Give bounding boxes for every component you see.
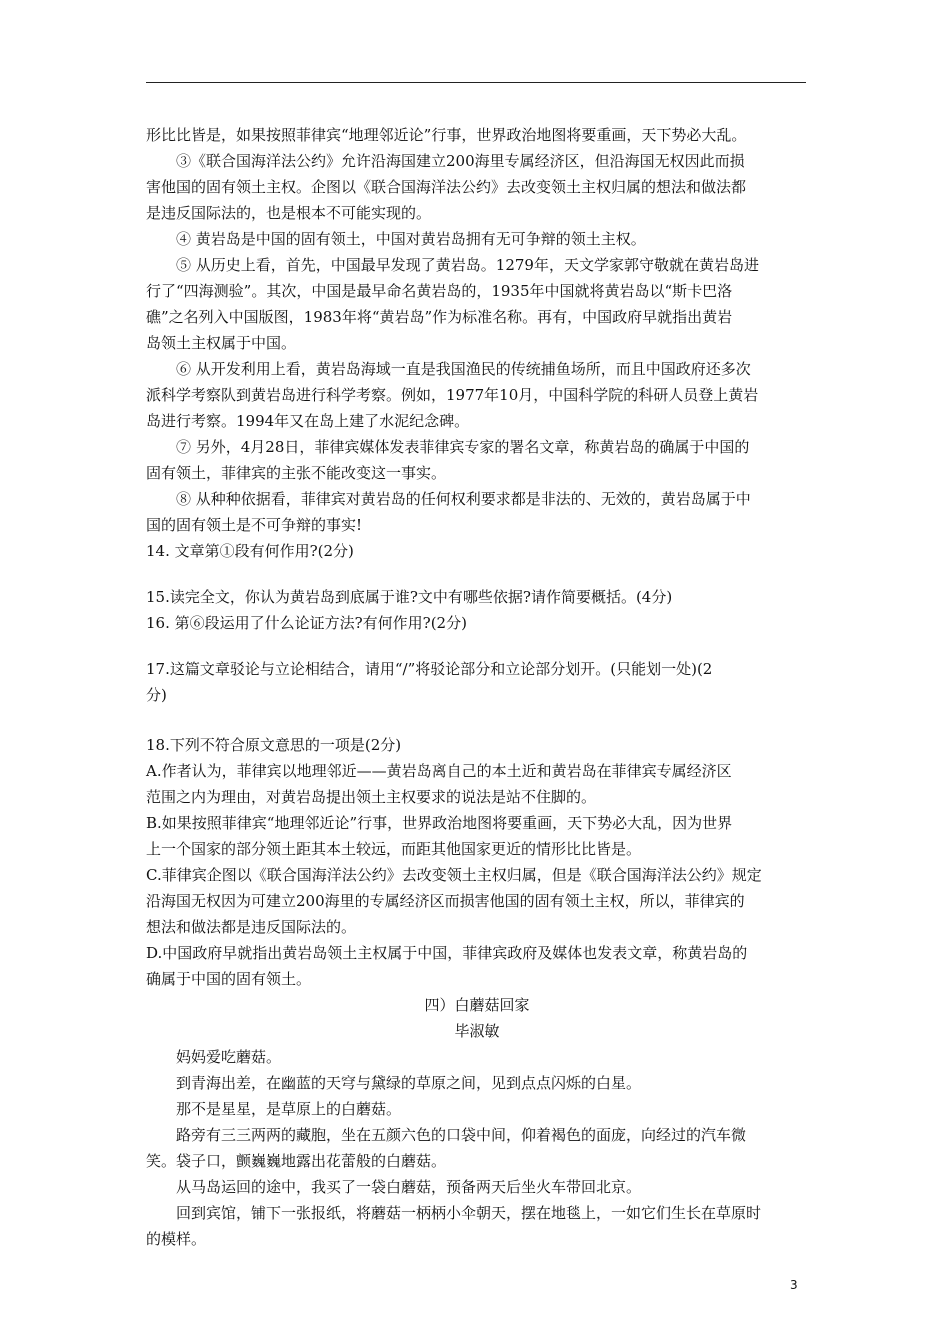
- text-line: 派科学考察队到黄岩岛进行科学考察。例如，1977年10月，中国科学院的科研人员登上黄岩: [146, 386, 759, 404]
- header-rule: [146, 82, 806, 83]
- text-line: 17.这篇文章驳论与立论相结合，请用“/”将驳论部分和立论部分划开。(只能划一处)(2: [146, 660, 713, 678]
- text-line: 岛领土主权属于中国。: [146, 334, 297, 352]
- blank-answer-space: [146, 564, 808, 584]
- text-line: 确属于中国的固有领土。: [146, 970, 312, 988]
- text-line: 14. 文章第①段有何作用?(2分): [146, 542, 354, 560]
- text-line: 固有领土，菲律宾的主张不能改变这一事实。: [146, 464, 447, 482]
- text-line: 15.读完全文，你认为黄岩岛到底属于谁?文中有哪些依据?请作简要概括。(4分): [146, 588, 673, 606]
- text-line: 害他国的固有领土主权。企图以《联合国海洋法公约》去改变领土主权归属的想法和做法都: [146, 178, 747, 196]
- text-line: 国的固有领土是不可争辩的事实!: [146, 516, 363, 534]
- text-line: 回到宾馆，铺下一张报纸，将蘑菇一柄柄小伞朝天，摆在地毯上，一如它们生长在草原时: [176, 1204, 762, 1222]
- text-line: 岛进行考察。1994年又在岛上建了水泥纪念碑。: [146, 412, 470, 430]
- text-line: A.作者认为，菲律宾以地理邻近——黄岩岛离自己的本土近和黄岩岛在菲律宾专属经济区: [146, 762, 732, 780]
- text-line: ⑦ 另外，4月28日，菲律宾媒体发表菲律宾专家的署名文章，称黄岩岛的确属于中国的: [176, 438, 750, 456]
- text-line: 18.下列不符合原文意思的一项是(2分): [146, 736, 402, 754]
- section-heading: 四）白蘑菇回家: [424, 996, 530, 1014]
- text-line: B.如果按照菲律宾“地理邻近论”行事，世界政治地图将要重画，天下势必大乱，因为世界: [146, 814, 733, 832]
- blank-answer-space: [146, 636, 808, 656]
- text-line: 范围之内为理由，对黄岩岛提出领土主权要求的说法是站不住脚的。: [146, 788, 597, 806]
- text-line: D.中国政府早就指出黄岩岛领土主权属于中国，菲律宾政府及媒体也发表文章，称黄岩岛的: [146, 944, 748, 962]
- text-line: 礁”之名列入中国版图，1983年将“黄岩岛”作为标准名称。再有，中国政府早就指出黄岩: [146, 308, 733, 326]
- text-line: 到青海出差，在幽蓝的天穹与黛绿的草原之间，见到点点闪烁的白星。: [176, 1074, 642, 1092]
- text-line: 形比比皆是，如果按照菲律宾“地理邻近论”行事，世界政治地图将要重画，天下势必大乱。: [146, 126, 747, 144]
- text-line: 妈妈爱吃蘑菇。: [176, 1048, 282, 1066]
- text-line: 上一个国家的部分领土距其本土较远，而距其他国家更近的情形比比皆是。: [146, 840, 642, 858]
- text-line: 从马岛运回的途中，我买了一袋白蘑菇，预备两天后坐火车带回北京。: [176, 1178, 642, 1196]
- text-line: ⑥ 从开发利用上看，黄岩岛海域一直是我国渔民的传统捕鱼场所，而且中国政府还多次: [176, 360, 751, 378]
- text-line: ⑤ 从历史上看，首先，中国最早发现了黄岩岛。1279年，天文学家郭守敬就在黄岩岛进: [176, 256, 759, 274]
- document-body: [146, 122, 808, 1252]
- blank-answer-space: [146, 708, 808, 732]
- text-line: ⑧ 从种种依据看，菲律宾对黄岩岛的任何权利要求都是非法的、无效的，黄岩岛属于中: [176, 490, 751, 508]
- section-heading: 毕淑敏: [454, 1022, 500, 1040]
- text-line: 想法和做法都是违反国际法的。: [146, 918, 357, 936]
- text-line: 是违反国际法的，也是根本不可能实现的。: [146, 204, 432, 222]
- text-line: C.菲律宾企图以《联合国海洋法公约》去改变领土主权归属，但是《联合国海洋法公约》规定: [146, 866, 762, 884]
- text-line: 16. 第⑥段运用了什么论证方法?有何作用?(2分): [146, 614, 467, 632]
- text-line: 的模样。: [146, 1230, 207, 1248]
- text-line: 那不是星星，是草原上的白蘑菇。: [176, 1100, 402, 1118]
- text-line: ④ 黄岩岛是中国的固有领土，中国对黄岩岛拥有无可争辩的领土主权。: [176, 230, 646, 248]
- text-line: 行了“四海测验”。其次，中国是最早命名黄岩岛的，1935年中国就将黄岩岛以“斯卡巴洛: [146, 282, 733, 300]
- text-line: 沿海国无权因为可建立200海里的专属经济区而损害他国的固有领土主权，所以，菲律宾的: [146, 892, 745, 910]
- text-line: 路旁有三三两两的藏胞，坐在五颜六色的口袋中间，仰着褐色的面庞，向经过的汽车微: [176, 1126, 747, 1144]
- page-number: 3: [790, 1278, 798, 1292]
- text-line: 分): [146, 686, 167, 704]
- text-line: ③《联合国海洋法公约》允许沿海国建立200海里专属经济区，但沿海国无权因此而损: [176, 152, 745, 170]
- text-line: 笑。袋子口，颤巍巍地露出花蕾般的白蘑菇。: [146, 1152, 447, 1170]
